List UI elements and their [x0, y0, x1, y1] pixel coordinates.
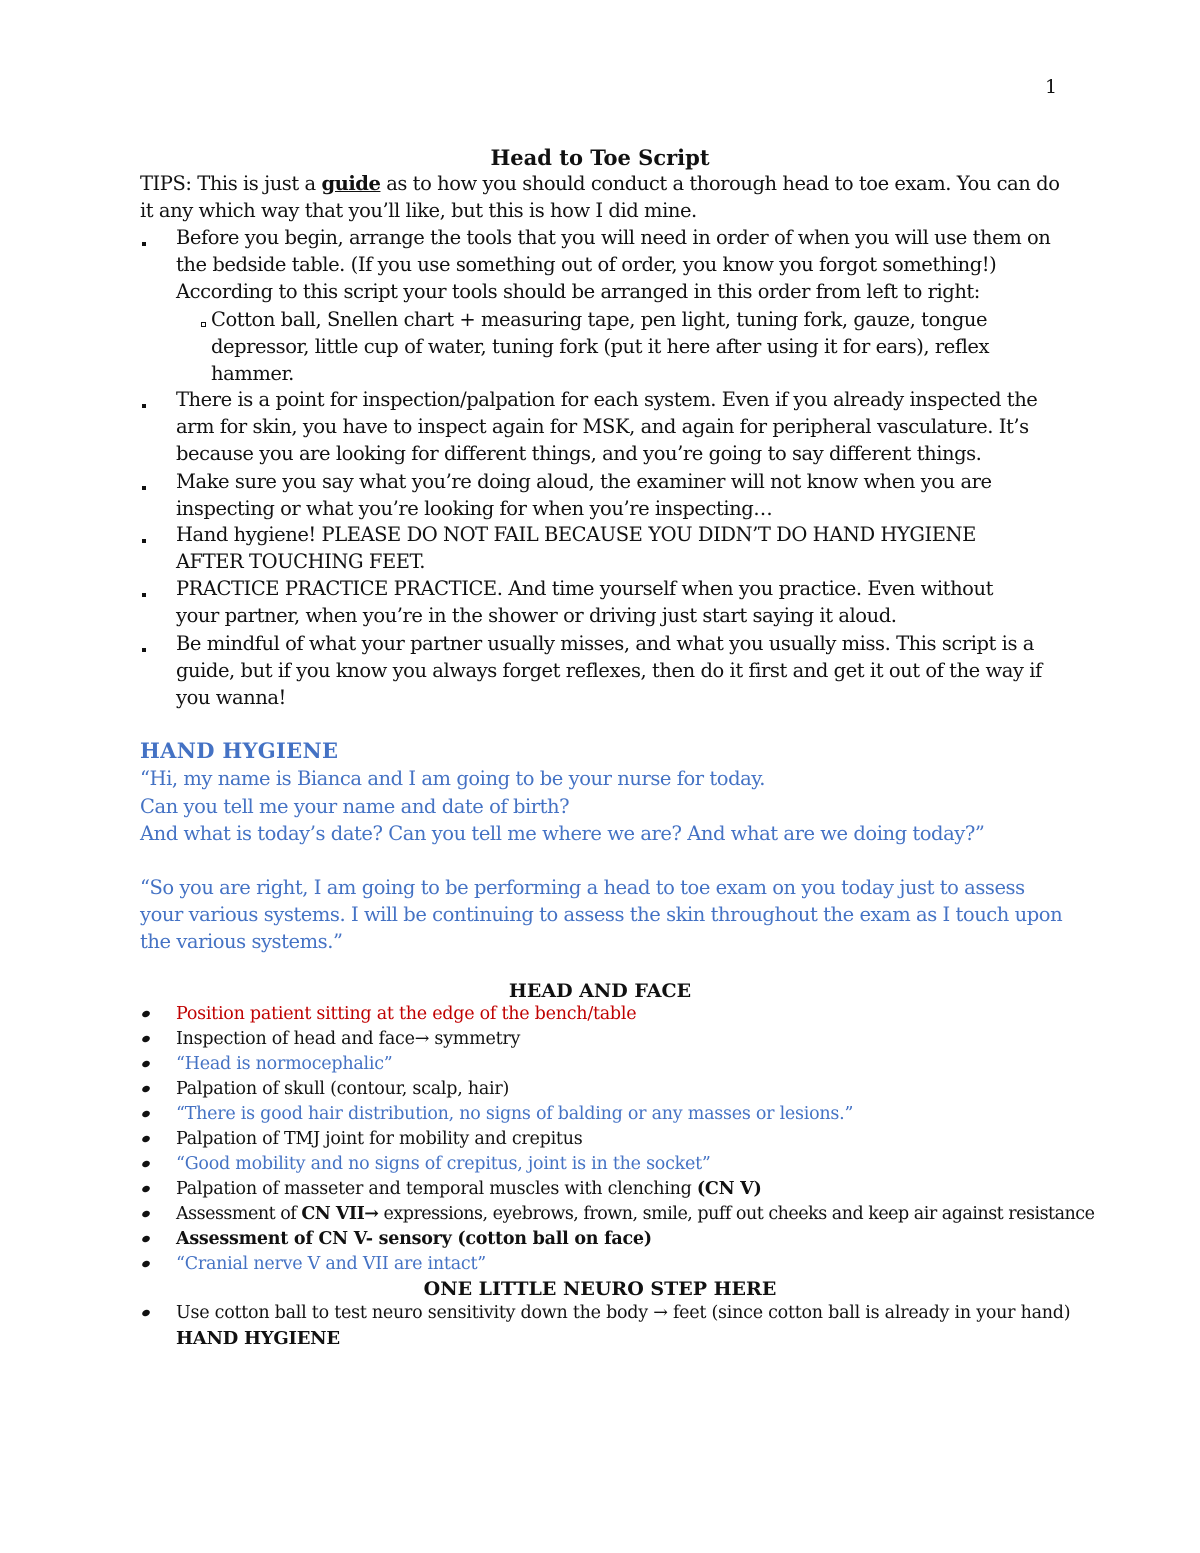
checklist-item: Palpation of TMJ joint for mobility and crepitus: [176, 1129, 583, 1149]
guide-emphasis: guide: [321, 172, 381, 195]
tip-bullet-text: AFTER TOUCHING FEET.: [176, 550, 425, 573]
bullet-dot-icon: [141, 1260, 151, 1269]
checklist-item: “Head is normocephalic”: [176, 1054, 393, 1074]
page-number: 1: [1045, 76, 1058, 98]
bullet-marker-icon: [142, 242, 146, 246]
checklist-item: Assessment of CN V- sensory (cotton ball on face): [176, 1229, 652, 1249]
bullet-dot-icon: [141, 1185, 151, 1194]
neuro-hand-hygiene: HAND HYGIENE: [176, 1328, 340, 1349]
checklist-item: Assessment of CN VII→ expressions, eyebrows, frown, smile, puff out cheeks and keep air against resistance: [176, 1204, 1095, 1224]
page-title: Head to Toe Script: [490, 145, 710, 170]
neuro-heading: ONE LITTLE NEURO STEP HERE: [423, 1278, 777, 1300]
head-face-heading: HEAD AND FACE: [508, 980, 692, 1002]
tip-bullet-text: guide, but if you know you always forget reflexes, then do it first and get it out of the way if: [176, 659, 1042, 682]
tool-list-text: Cotton ball, Snellen chart + measuring tape, pen light, tuning fork, gauze, tongue: [211, 308, 988, 331]
intro-quote2-line: the various systems.”: [140, 930, 343, 953]
checklist-item: “Cranial nerve V and VII are intact”: [176, 1254, 486, 1274]
tips-line-2: it any which way that you’ll like, but this is how I did mine.: [140, 199, 697, 222]
tip-bullet-text: because you are looking for different things, and you’re going to say different things.: [176, 442, 982, 465]
bullet-dot-icon: [141, 1085, 151, 1094]
bullet-dot-icon: [141, 1160, 151, 1169]
checklist-item: Use cotton ball to test neuro sensitivity down the body → feet (since cotton ball is already in your hand): [176, 1303, 1071, 1323]
bullet-dot-icon: [141, 1309, 151, 1318]
tip-bullet-text: Make sure you say what you’re doing aloud, the examiner will not know when you are: [176, 470, 992, 493]
intro-quote-line: Can you tell me your name and date of birth?: [140, 795, 570, 818]
bullet-dot-icon: [141, 1235, 151, 1244]
tip-bullet-text: inspecting or what you’re looking for when you’re inspecting…: [176, 497, 773, 520]
intro-quote-line: And what is today’s date? Can you tell me where we are? And what are we doing today?”: [140, 822, 985, 845]
tip-bullet-text: you wanna!: [176, 686, 286, 709]
bullet-dot-icon: [141, 1010, 151, 1019]
bullet-dot-icon: [141, 1060, 151, 1069]
tip-bullet-text: your partner, when you’re in the shower or driving just start saying it aloud.: [176, 604, 897, 627]
tool-list-text: hammer.: [211, 362, 294, 385]
tips-line-1: TIPS: This is just a guide as to how you should conduct a thorough head to toe exam. You can do: [140, 172, 1060, 195]
intro-quote2-line: “So you are right, I am going to be performing a head to toe exam on you today just to assess: [140, 876, 1025, 899]
tool-list-text: depressor, little cup of water, tuning fork (put it here after using it for ears), reflex: [211, 335, 990, 358]
hand-hygiene-heading: HAND HYGIENE: [140, 738, 339, 763]
intro-quote-line: “Hi, my name is Bianca and I am going to be your nurse for today.: [140, 767, 765, 790]
checklist-item: Palpation of skull (contour, scalp, hair): [176, 1079, 510, 1099]
bullet-dot-icon: [141, 1035, 151, 1044]
checklist-item: Palpation of masseter and temporal muscles with clenching (CN V): [176, 1179, 762, 1199]
bullet-marker-icon: [142, 486, 146, 490]
intro-quote2-line: your various systems. I will be continuing to assess the skin throughout the exam as I touch upon: [140, 903, 1063, 926]
sub-bullet-marker-icon: [201, 322, 206, 327]
bullet-dot-icon: [141, 1135, 151, 1144]
tip-bullet-text: the bedside table. (If you use something out of order, you know you forgot something!): [176, 253, 997, 276]
bullet-marker-icon: [142, 648, 146, 652]
bullet-marker-icon: [142, 593, 146, 597]
checklist-item: “There is good hair distribution, no signs of balding or any masses or lesions.”: [176, 1104, 854, 1124]
bullet-marker-icon: [142, 539, 146, 543]
tip-bullet-text: There is a point for inspection/palpation for each system. Even if you already inspected the: [176, 388, 1038, 411]
tip-bullet-text: Hand hygiene! PLEASE DO NOT FAIL BECAUSE YOU DIDN’T DO HAND HYGIENE: [176, 523, 976, 546]
tip-bullet-text: PRACTICE PRACTICE PRACTICE. And time yourself when you practice. Even without: [176, 577, 993, 600]
bullet-dot-icon: [141, 1210, 151, 1219]
tip-bullet-text: Be mindful of what your partner usually misses, and what you usually miss. This script is a: [176, 632, 1034, 655]
tip-bullet-text: According to this script your tools should be arranged in this order from left to right:: [176, 280, 980, 303]
tip-bullet-text: arm for skin, you have to inspect again for MSK, and again for peripheral vasculature. It’s: [176, 415, 1029, 438]
bullet-dot-icon: [141, 1110, 151, 1119]
checklist-item: Position patient sitting at the edge of the bench/table: [176, 1004, 637, 1024]
checklist-item: Inspection of head and face→ symmetry: [176, 1029, 521, 1049]
tip-bullet-text: Before you begin, arrange the tools that you will need in order of when you will use them on: [176, 226, 1051, 249]
bullet-marker-icon: [142, 404, 146, 408]
checklist-item: “Good mobility and no signs of crepitus, joint is in the socket”: [176, 1154, 711, 1174]
